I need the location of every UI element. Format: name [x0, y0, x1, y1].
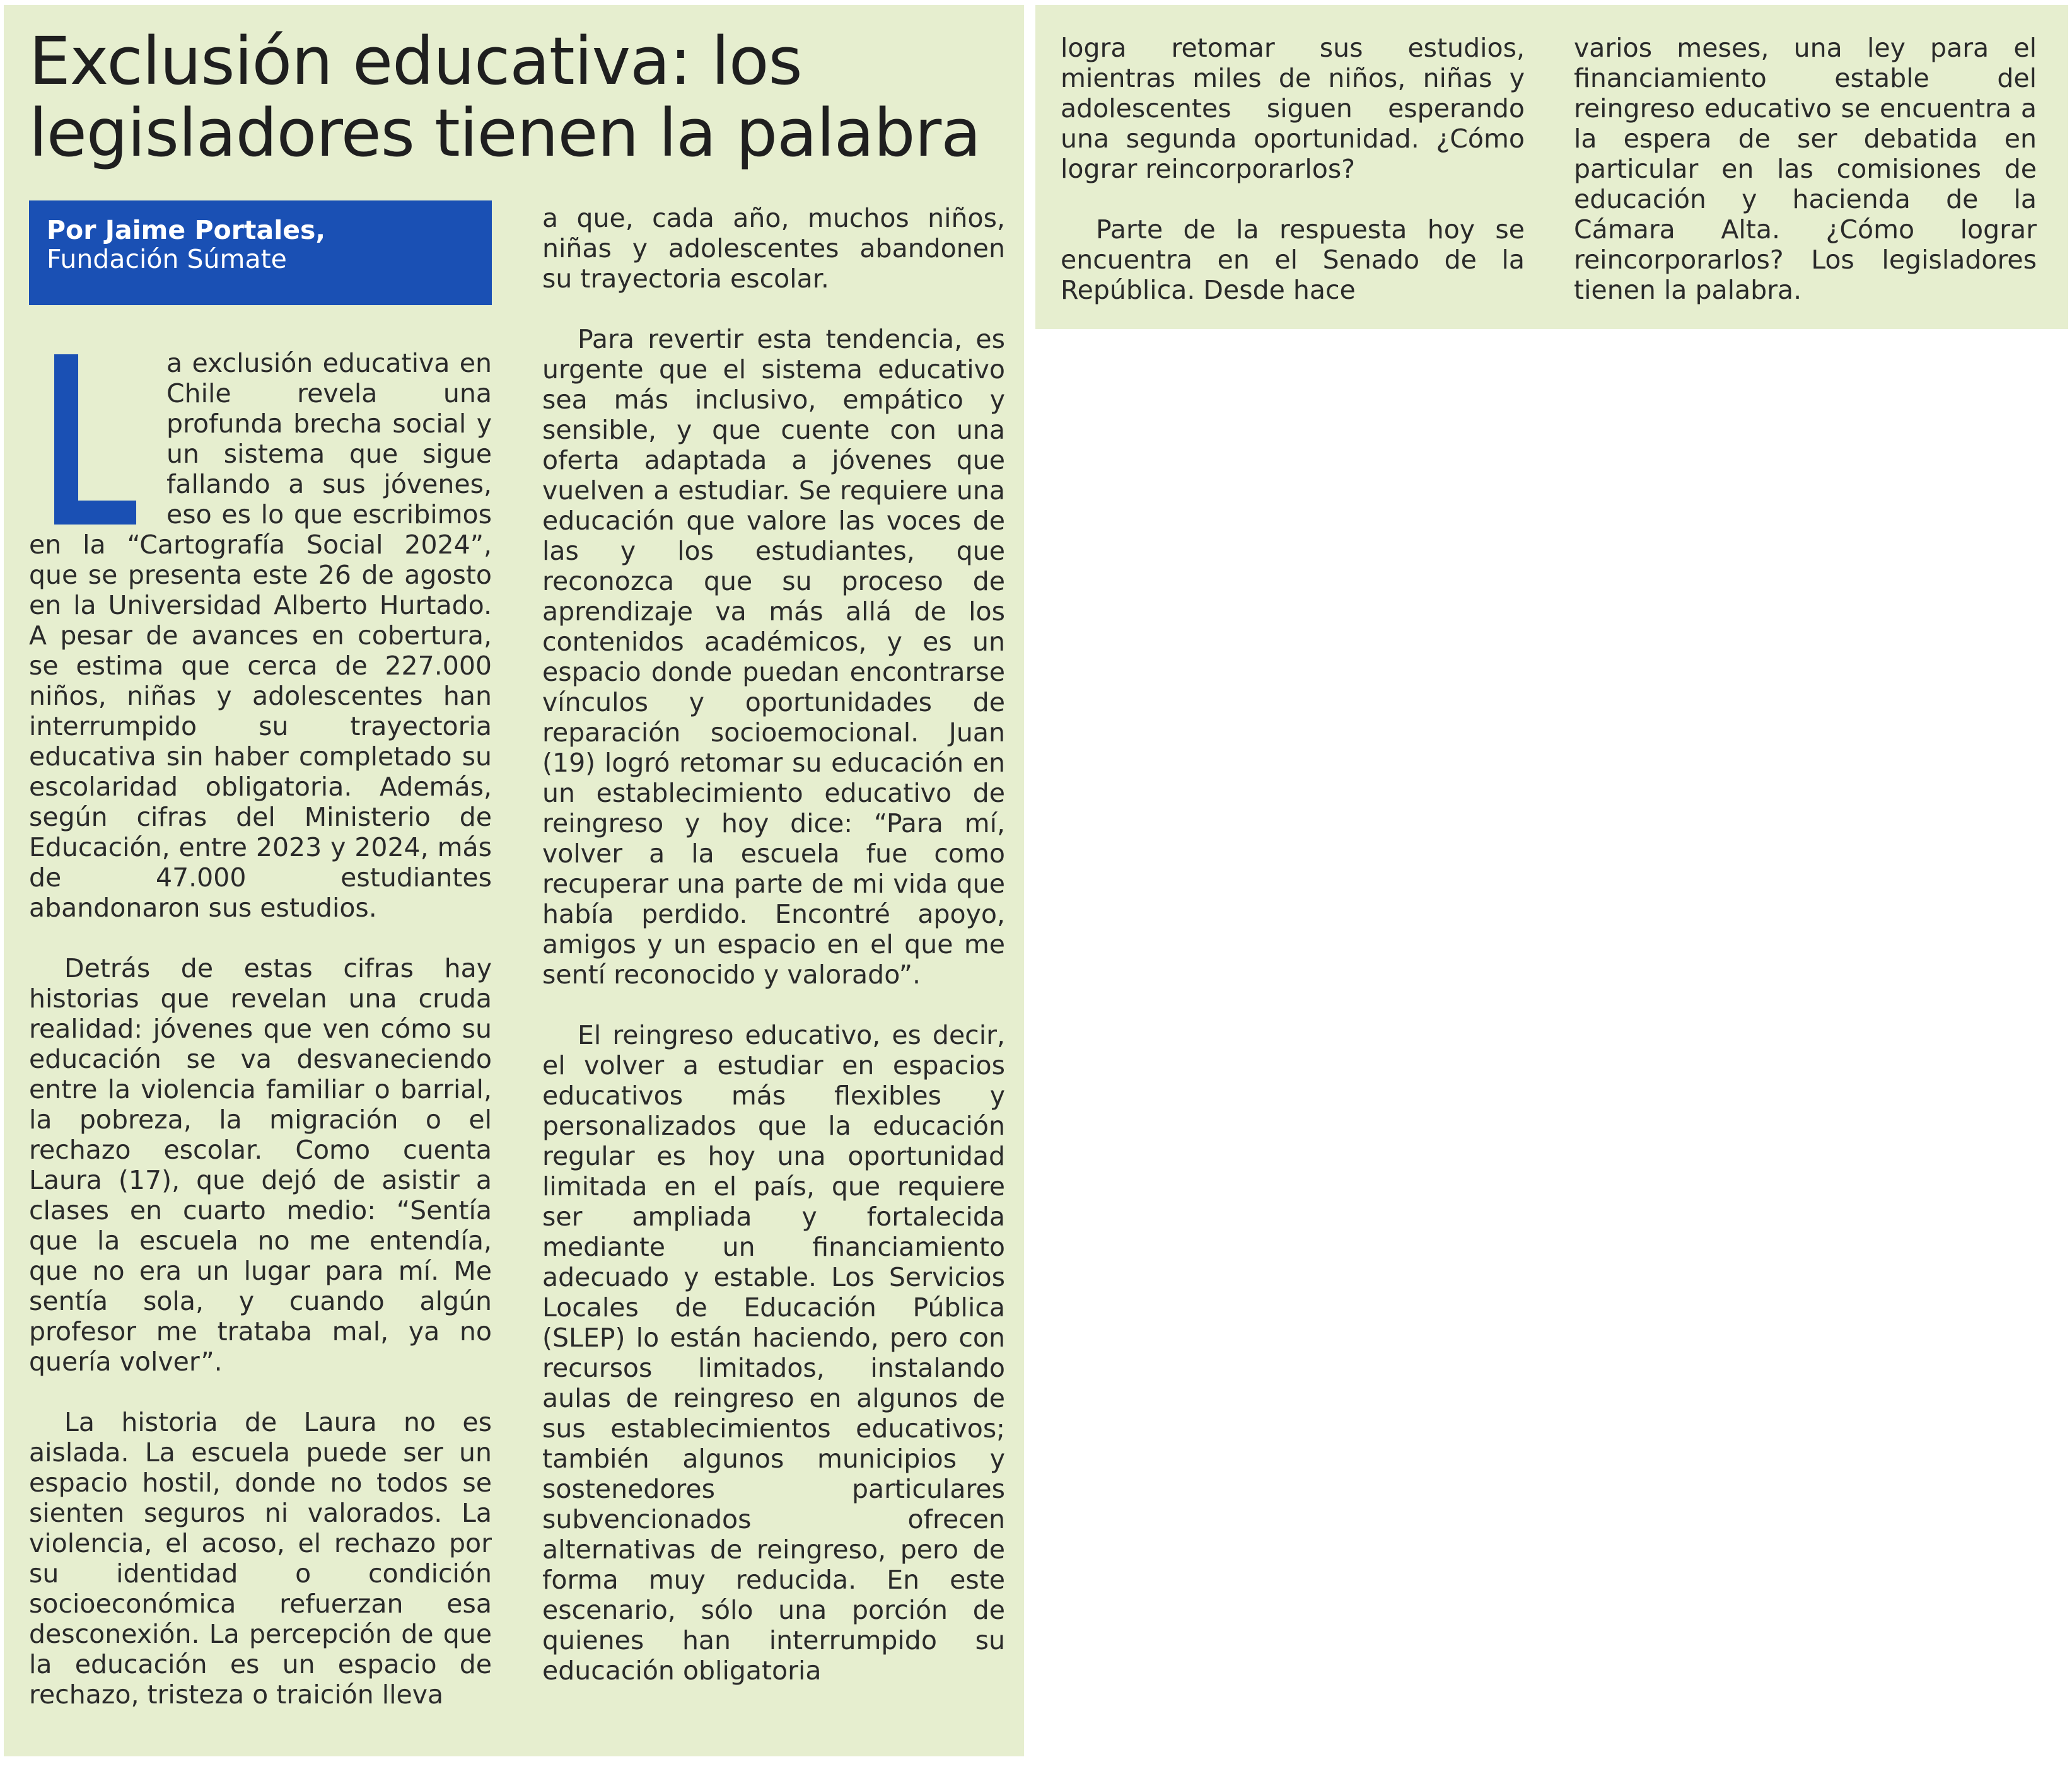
paragraph: La historia de Laura no es aislada. La escuela puede ser un espacio hostil, donde no todos se sienten seguros ni valorados. La violencia, el acoso, el rechazo por su identidad o condición socioeconómica refuerzan esa desconexión. La percepción de que la educación es un espacio de rechazo, tristeza o traición lleva: [29, 1407, 492, 1710]
article-column-3: [1061, 33, 1525, 305]
paragraph: varios meses, una ley para el financiamiento estable del reingreso educativo se encuentra a la espera de ser debatida en particular en las comisiones de educación y hacienda de la Cámara Alta. ¿Cómo lograr reincorporarlos? Los legisladores tienen la palabra.: [1574, 33, 2037, 305]
drop-cap-letter: [29, 354, 153, 530]
byline-author: Por Jaime Portales,: [47, 215, 326, 245]
paragraph: Parte de la respuesta hoy se encuentra en el Senado de la República. Desde hace: [1061, 214, 1525, 305]
article-column-2: [542, 203, 1005, 1748]
article-column-4: [1574, 33, 2037, 305]
paragraph: [29, 348, 492, 923]
paragraph-text: a exclusión educativa en Chile revela una profunda brecha social y un sistema que sigue fallando a sus jóvenes, eso es lo que escribimos en la “Cartografía Social 2024”, que se presenta este 26 de agosto en la Universidad Alberto Hurtado. A pesar de avances en cobertura, se estima que cerca de 227.000 niños, niñas y adolescentes han interrumpido su trayectoria educativa sin haber completado su escolaridad obligatoria. Además, según cifras del Ministerio de Educación, entre 2023 y 2024, más de 47.000 estudiantes abandonaron sus estudios.: [29, 348, 492, 923]
article-headline: Exclusión educativa: los legisladores tienen la palabra: [29, 23, 981, 171]
paragraph: a que, cada año, muchos niños, niñas y adolescentes abandonen su trayectoria escolar.: [542, 203, 1005, 294]
paragraph: Detrás de estas cifras hay historias que revelan una cruda realidad: jóvenes que ven cómo su educación se va desvaneciendo entre la violencia familiar o barrial, la pobreza, la migración o el rechazo escolar. Como cuenta Laura (17), que dejó de asistir a clases en cuarto medio: “Sentía que la escuela no me entendía, que no era un lugar para mí. Me sentía sola, y cuando algún profesor me trataba mal, ya no quería volver”.: [29, 953, 492, 1377]
paragraph: Para revertir esta tendencia, es urgente que el sistema educativo sea más inclusivo, empático y sensible, y que cuente con una oferta adaptada a jóvenes que vuelven a estudiar. Se requiere una educación que valore las voces de las y los estudiantes, que reconozca que su proceso de aprendizaje va más allá de los contenidos académicos, y es un espacio donde puedan encontrarse vínculos y oportunidades de reparación socioemocional. Juan (19) logró retomar su educación en un establecimiento educativo de reingreso y hoy dice: “Para mí, volver a la escuela fue como recuperar una parte de mi vida que había perdido. Encontré apoyo, amigos y un espacio en el que me sentí reconocido y valorado”.: [542, 324, 1005, 990]
paragraph: logra retomar sus estudios, mientras miles de niños, niñas y adolescentes siguen esperando una segunda oportunidad. ¿Cómo lograr reincorporarlos?: [1061, 33, 1525, 184]
article-column-1: [29, 348, 492, 1748]
paragraph: El reingreso educativo, es decir, el volver a estudiar en espacios educativos más flexibles y personalizados que la educación regular es hoy una oportunidad limitada en el país, que requiere ser ampliada y fortalecida mediante un financiamiento adecuado y estable. Los Servicios Locales de Educación Pública (SLEP) lo están haciendo, pero con recursos limitados, instalando aulas de reingreso en algunos de sus establecimientos educativos; también algunos municipios y sostenedores particulares subvencionados ofrecen alternativas de reingreso, pero de forma muy reducida. En este escenario, sólo una porción de quienes han interrumpido su educación obligatoria: [542, 1020, 1005, 1686]
byline-organization: Fundación Súmate: [47, 244, 287, 274]
byline-box: [29, 200, 492, 305]
